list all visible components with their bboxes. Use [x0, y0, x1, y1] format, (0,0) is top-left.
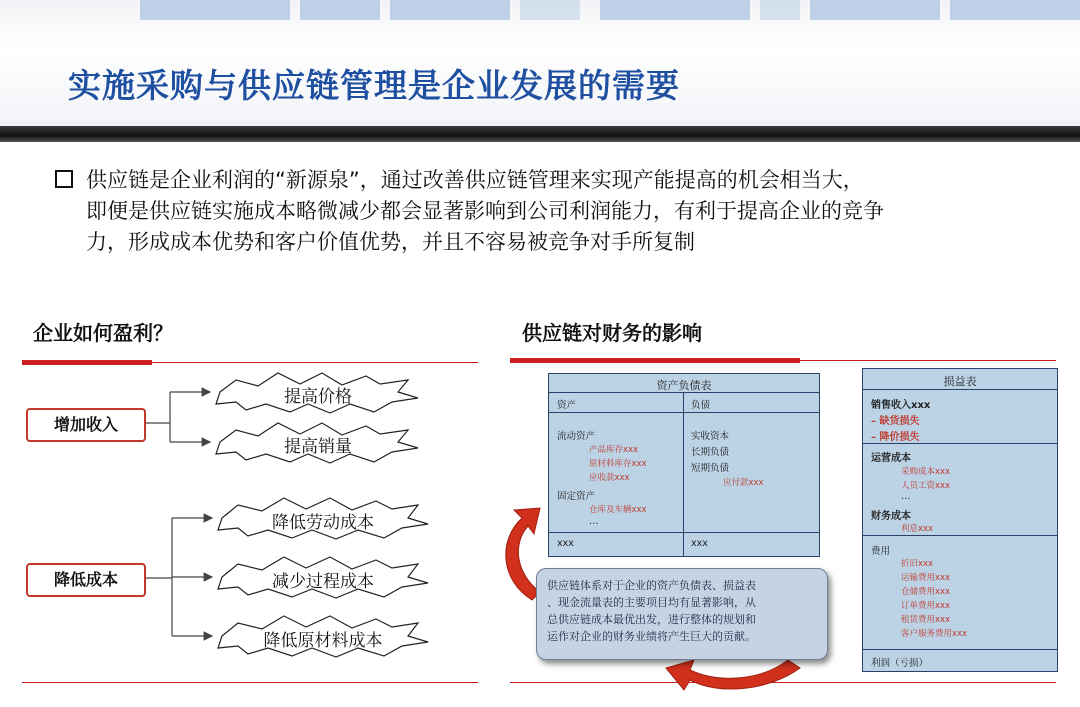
expense-item: 仓储费用xxx	[901, 587, 951, 597]
sales-row: 销售收入xxx	[871, 400, 931, 411]
burst-label-price: 提高价格	[284, 387, 352, 407]
curved-arrow-right-icon	[666, 660, 800, 690]
fin-item: 利息xxx	[901, 524, 934, 534]
increase-connectors	[142, 392, 210, 442]
burst-label-process: 减少过程成本	[272, 572, 374, 592]
liab-item: 实收资本	[691, 431, 730, 442]
fixed-item: …	[589, 516, 599, 527]
right-thin-rule	[798, 360, 1056, 361]
impact-callout	[536, 568, 828, 660]
bullet-line-3: 力，形成成本优势和客户价值优势，并且不容易被竞争对手所复制	[86, 230, 695, 254]
header-divider	[0, 126, 1080, 142]
right-heading: 供应链对财务的影响	[522, 321, 702, 345]
sales-item: – 降价损失	[871, 432, 920, 443]
op-item: …	[901, 491, 911, 502]
bullet-line-2: 即便是供应链实施成本略微减少都会显著影响到公司利润能力，有利于提高企业的竞争	[86, 199, 884, 223]
page-title: 实施采购与供应链管理是企业发展的需要	[68, 66, 680, 105]
expenses-row: 费用	[871, 546, 891, 557]
liab-item: 短期负债	[691, 463, 730, 474]
current-item: 应收款xxx	[589, 473, 630, 483]
current-item: 原材料库存xxx	[589, 459, 647, 469]
op-item: 采购成本xxx	[901, 467, 951, 477]
total-left: xxx	[557, 538, 574, 549]
left-heading: 企业如何盈利？	[33, 321, 173, 345]
expense-item: 折旧xxx	[901, 559, 934, 569]
fixed-assets: 固定资产	[557, 491, 596, 502]
increase-revenue-box: 增加收入	[26, 408, 146, 442]
bullet-square-icon	[55, 170, 73, 188]
expense-item: 订单费用xxx	[901, 601, 951, 611]
fin-cost-row: 财务成本	[871, 511, 911, 522]
assets-col-header: 资产	[557, 400, 577, 411]
right-red-rule	[510, 358, 800, 363]
callout-line: 总供应链成本最优出发，进行整体的规划和	[547, 613, 756, 626]
reduce-connectors	[142, 518, 212, 636]
burst-label-labor: 降低劳动成本	[272, 513, 374, 533]
fixed-item: 仓库及车辆xxx	[589, 505, 647, 515]
burst-label-volume: 提高销量	[284, 437, 352, 457]
callout-line: 供应链体系对于企业的资产负债表、损益表	[547, 579, 756, 592]
sales-item: – 缺货损失	[871, 416, 920, 427]
reduce-cost-box: 降低成本	[26, 563, 146, 597]
op-cost-row: 运营成本	[871, 453, 911, 464]
burst-label-material: 降低原材料成本	[263, 631, 383, 651]
income-statement-title: 损益表	[943, 375, 977, 388]
expense-item: 运输费用xxx	[901, 573, 951, 583]
op-item: 人员工资xxx	[901, 481, 951, 491]
callout-line: 运作对企业的财务业绩将产生巨大的贡献。	[547, 630, 756, 643]
expense-item: 客户服务费用xxx	[901, 629, 968, 639]
current-item: 产品库存xxx	[589, 445, 639, 455]
expense-item: 租赁费用xxx	[901, 615, 951, 625]
curved-arrow-up-icon	[506, 508, 540, 600]
liab-col-header: 负债	[691, 400, 711, 411]
profit-row: 利润（亏损）	[871, 658, 929, 669]
income-statement-panel	[862, 368, 1058, 672]
liab-item: 长期负债	[691, 447, 730, 458]
payable-item: 应付款xxx	[723, 478, 764, 488]
bullet-line-1: 供应链是企业利润的“新源泉”，通过改善供应链管理来实现产能提高的机会相当大，	[86, 168, 864, 192]
current-assets: 流动资产	[557, 431, 596, 442]
total-right: xxx	[691, 538, 708, 549]
balance-sheet-title: 资产负债表	[656, 379, 712, 392]
callout-line: 、现金流量表的主要项目均有显著影响，从	[547, 596, 756, 609]
left-bottom-rule	[22, 682, 478, 683]
